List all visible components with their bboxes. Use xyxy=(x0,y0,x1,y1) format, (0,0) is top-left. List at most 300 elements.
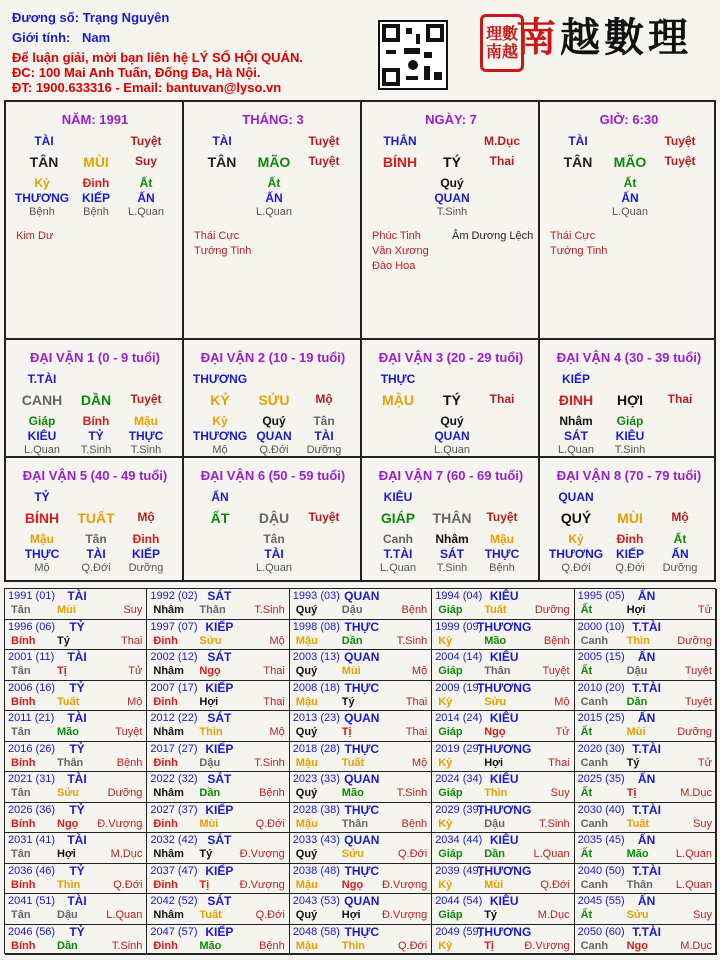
year-branch: Tý xyxy=(626,756,640,769)
year-label: 2041 (51) xyxy=(8,895,56,907)
year-label: 2027 (37) xyxy=(150,803,198,816)
pillar-cell xyxy=(6,102,184,340)
dai-van-title: ĐẠI VẬN 3 (20 - 29 tuổi) xyxy=(378,350,524,365)
dai-van-cell xyxy=(540,458,714,582)
year-label: 2002 (12) xyxy=(150,651,198,663)
hidden-stem: Ất xyxy=(673,532,687,546)
owner-label: Đương số: xyxy=(12,10,80,25)
brand-logo: 南越數理 xyxy=(516,14,692,61)
year-branch: Tuất xyxy=(484,604,507,616)
year-status: Mộ xyxy=(127,695,143,708)
pillar-god: TÀI xyxy=(568,134,588,148)
year-label: 2048 (58) xyxy=(292,925,340,938)
star-note: Thái Cực xyxy=(550,230,596,242)
year-god: KIẾP xyxy=(205,802,234,817)
year-cell xyxy=(432,620,574,651)
year-stem: Canh xyxy=(580,878,609,891)
year-stem: Mậu xyxy=(295,939,318,952)
hidden-god: THƯƠNG xyxy=(192,429,248,443)
hidden-stem: Bính xyxy=(82,414,110,428)
dai-van-title: ĐẠI VẬN 6 (50 - 59 tuổi) xyxy=(200,468,346,483)
year-status: Mộ xyxy=(411,756,428,769)
dai-van-god: T.TÀI xyxy=(27,372,57,386)
year-god: TỶ xyxy=(69,741,85,756)
year-stem: Canh xyxy=(580,756,609,769)
pillar-status: Tuyệt xyxy=(664,134,696,148)
year-cell xyxy=(290,803,432,834)
dai-van-branch: SỬU xyxy=(258,392,290,408)
year-branch: Mão xyxy=(341,787,364,799)
year-stem: Mậu xyxy=(295,878,318,891)
year-stem: Nhâm xyxy=(153,848,184,860)
year-status: L.Quan xyxy=(533,848,570,860)
year-stem: Đinh xyxy=(153,695,178,708)
year-label: 2006 (16) xyxy=(8,681,56,694)
dai-van-status: Tuyệt xyxy=(130,392,162,406)
year-stem: Bính xyxy=(11,939,36,952)
hidden-god: T.TÀI xyxy=(383,547,413,561)
year-cell xyxy=(575,589,717,620)
pillar-cell xyxy=(184,102,362,340)
year-god: THƯƠNG xyxy=(477,680,532,695)
year-god: T.TÀI xyxy=(632,863,661,878)
year-god: TỶ xyxy=(69,924,85,939)
year-stem: Đinh xyxy=(153,756,178,769)
hidden-stem: Đinh xyxy=(82,176,110,190)
dai-van-cell xyxy=(184,458,362,582)
year-label: 2023 (33) xyxy=(292,773,340,785)
year-cell xyxy=(290,772,432,803)
year-branch: Sửu xyxy=(484,695,507,708)
year-status: Bệnh xyxy=(259,787,285,799)
year-branch: Dậu xyxy=(626,665,648,677)
star-note: Thái Cực xyxy=(194,230,240,242)
year-god: THỰC xyxy=(344,680,380,695)
gender-label: Giới tính: xyxy=(12,30,71,45)
year-cell xyxy=(5,864,147,895)
hidden-status: T.Sinh xyxy=(80,444,112,456)
owner-value: Trạng Nguyên xyxy=(82,10,170,25)
year-branch: Ngọ xyxy=(199,665,221,677)
hidden-god: QUAN xyxy=(434,191,470,205)
year-status: Dưỡng xyxy=(677,726,712,738)
year-god: SÁT xyxy=(207,650,232,664)
year-label: 1998 (08) xyxy=(292,620,340,633)
year-status: Tử xyxy=(697,604,712,616)
hidden-status: Q.Đới xyxy=(561,562,591,574)
hidden-stem: Ất xyxy=(139,176,153,190)
year-god: KIÊU xyxy=(489,711,519,725)
year-branch: Thìn xyxy=(626,634,650,647)
seal-logo: 理數 南越 xyxy=(480,14,524,72)
year-status: Mộ xyxy=(269,634,285,647)
year-label: 2040 (50) xyxy=(577,864,625,877)
year-cell xyxy=(147,925,289,956)
year-branch: Ngọ xyxy=(341,878,364,891)
hidden-status: Dưỡng xyxy=(128,562,164,574)
year-status: Suy xyxy=(123,604,143,616)
year-god: T.TÀI xyxy=(632,802,661,817)
year-cell xyxy=(575,742,717,773)
year-branch: Dần xyxy=(341,634,363,647)
year-cell xyxy=(5,803,147,834)
year-branch: Dần xyxy=(626,695,648,708)
year-cell xyxy=(575,925,717,956)
year-stem: Bính xyxy=(11,634,36,647)
year-cell xyxy=(575,620,717,651)
year-branch: Ngọ xyxy=(484,726,506,738)
hidden-god: SÁT xyxy=(440,547,464,561)
year-cell xyxy=(575,650,717,681)
year-cell xyxy=(5,589,147,620)
hidden-god: KIÊU xyxy=(615,429,645,443)
year-cell xyxy=(432,925,574,956)
year-stem: Quý xyxy=(295,604,318,616)
year-god: TÀI xyxy=(67,894,87,908)
year-cell xyxy=(432,589,574,620)
pillar-stem: TÂN xyxy=(29,154,59,170)
year-god: T.TÀI xyxy=(632,680,661,695)
year-status: L.Quan xyxy=(675,848,712,860)
year-status: Đ.Vượng xyxy=(524,939,570,952)
year-branch: Tị xyxy=(484,939,494,952)
year-label: 2030 (40) xyxy=(577,803,625,816)
hidden-stem: Tân xyxy=(85,532,107,546)
hidden-status: L.Quan xyxy=(557,444,595,456)
year-cell xyxy=(432,803,574,834)
address-line: ĐC: 100 Mai Anh Tuấn, Đống Đa, Hà Nội. xyxy=(12,65,261,80)
dai-van-status: Mộ xyxy=(671,510,689,524)
year-label: 2029 (39) xyxy=(435,803,483,816)
year-status: T.Sinh xyxy=(396,787,428,799)
hidden-stem: Kỷ xyxy=(212,414,228,428)
gender-line xyxy=(12,30,110,45)
year-branch: Mão xyxy=(484,634,507,647)
year-cell xyxy=(432,894,574,925)
year-branch: Mão xyxy=(626,848,649,860)
dai-van-stem: GIÁP xyxy=(380,510,416,526)
hidden-status: Bệnh xyxy=(489,562,515,574)
year-label: 2049 (59) xyxy=(435,925,483,938)
year-branch: Tý xyxy=(57,634,70,647)
year-branch: Thân xyxy=(199,604,226,616)
pillar-stem: BÍNH xyxy=(382,154,418,170)
year-stem: Đinh xyxy=(153,939,178,952)
year-status: Thai xyxy=(120,634,143,647)
hidden-god: QUAN xyxy=(256,429,292,443)
year-branch: Hợi xyxy=(57,848,76,860)
year-cell xyxy=(147,589,289,620)
year-god: KIẾP xyxy=(205,741,234,756)
year-branch: Tuất xyxy=(199,909,222,921)
year-status: Thai xyxy=(405,726,428,738)
year-label: 1996 (06) xyxy=(8,620,56,633)
year-status: Đ.Vượng xyxy=(382,878,428,891)
year-status: Tuyệt xyxy=(115,726,143,738)
year-label: 2028 (38) xyxy=(292,803,340,816)
year-cell xyxy=(575,894,717,925)
year-status: Bệnh xyxy=(401,604,428,616)
pillar-cell xyxy=(540,102,714,340)
dai-van-god: KIẾP xyxy=(561,372,591,386)
year-label: 2038 (48) xyxy=(292,864,340,877)
pillar-title: THÁNG: 3 xyxy=(242,112,304,127)
hidden-stem: Quý xyxy=(440,414,464,428)
year-label: 2035 (45) xyxy=(577,834,625,846)
year-status: Đ.Vượng xyxy=(97,817,143,830)
hidden-status: L.Quan xyxy=(127,206,165,218)
year-branch: Sửu xyxy=(626,909,649,921)
year-cell xyxy=(290,711,432,742)
dai-van-god: THỰC xyxy=(380,372,416,386)
year-god: QUAN xyxy=(344,772,380,786)
year-cell xyxy=(432,742,574,773)
year-cell xyxy=(575,803,717,834)
hidden-stem: Kỷ xyxy=(34,176,50,190)
pillar-title: NĂM: 1991 xyxy=(61,112,129,127)
year-stem: Đinh xyxy=(153,634,178,647)
hidden-stem: Quý xyxy=(262,414,286,428)
year-status: Mộ xyxy=(269,726,285,738)
year-label: 2043 (53) xyxy=(292,895,340,907)
hidden-god: ẤN xyxy=(671,547,689,561)
year-stem: Canh xyxy=(580,939,609,952)
year-cell xyxy=(575,711,717,742)
hidden-stem: Đinh xyxy=(132,532,160,546)
year-status: Bệnh xyxy=(543,634,570,647)
dai-van-branch: TÝ xyxy=(443,392,461,408)
year-label: 2018 (28) xyxy=(292,742,340,755)
year-status: Đ.Vượng xyxy=(239,848,285,860)
year-god: SÁT xyxy=(207,772,232,786)
year-label: 2009 (19) xyxy=(435,681,483,694)
dai-van-title: ĐẠI VẬN 2 (10 - 19 tuổi) xyxy=(200,350,346,365)
year-status: Đ.Vượng xyxy=(239,878,285,891)
hidden-god: TỶ xyxy=(88,429,104,443)
year-cell xyxy=(147,772,289,803)
hidden-stem: Mậu xyxy=(30,532,54,546)
star-note: Tướng Tinh xyxy=(194,245,252,257)
year-status: Q.Đới xyxy=(255,817,285,830)
year-stem: Nhâm xyxy=(153,909,184,921)
year-god: T.TÀI xyxy=(632,924,661,939)
hidden-god: KIẾP xyxy=(615,547,645,561)
year-status: Q.Đới xyxy=(397,939,428,952)
dai-van-branch: DẬU xyxy=(258,510,290,526)
year-god: THƯƠNG xyxy=(477,619,532,634)
year-label: 2024 (34) xyxy=(435,773,483,785)
star-note: Kim Dư xyxy=(16,230,54,242)
year-status: L.Quan xyxy=(675,878,712,891)
year-label: 2010 (20) xyxy=(577,681,625,694)
star-note: Phúc Tinh xyxy=(372,230,421,242)
hidden-god: KIẾP xyxy=(81,191,111,205)
year-label: 2037 (47) xyxy=(150,864,198,877)
year-stem: Ất xyxy=(580,604,593,616)
year-cell xyxy=(5,925,147,956)
year-cell xyxy=(147,864,289,895)
year-label: 2031 (41) xyxy=(8,834,56,846)
year-label: 2021 (31) xyxy=(8,773,56,785)
year-status: Q.Đới xyxy=(113,878,143,891)
pillars-grid xyxy=(4,100,716,582)
hidden-status: L.Quan xyxy=(255,206,293,218)
year-stem: Quý xyxy=(295,787,318,799)
year-stem: Giáp xyxy=(438,665,463,677)
dai-van-status: Mộ xyxy=(315,392,333,406)
star-note: Văn Xương xyxy=(372,245,429,257)
year-cell xyxy=(575,681,717,712)
pillar-status: Tuyệt xyxy=(664,154,696,168)
year-god: ẤN xyxy=(637,711,656,725)
year-stem: Nhâm xyxy=(153,787,184,799)
year-label: 2008 (18) xyxy=(292,681,340,694)
year-label: 2025 (35) xyxy=(577,773,625,785)
year-branch: Thân xyxy=(484,665,511,677)
year-god: THƯƠNG xyxy=(477,802,532,817)
hidden-stem: Mậu xyxy=(490,532,514,546)
dai-van-stem: KỶ xyxy=(210,392,230,408)
year-stem: Bính xyxy=(11,878,36,891)
year-cell xyxy=(5,650,147,681)
year-branch: Mùi xyxy=(199,817,219,830)
hidden-status: T.Sinh xyxy=(436,562,468,574)
hidden-status: Bệnh xyxy=(83,206,109,218)
dai-van-title: ĐẠI VẬN 7 (60 - 69 tuổi) xyxy=(378,468,524,483)
year-cell xyxy=(290,894,432,925)
year-stem: Tân xyxy=(11,665,31,677)
hidden-status: L.Quan xyxy=(433,444,471,456)
year-branch: Thìn xyxy=(57,878,81,891)
year-cell xyxy=(432,711,574,742)
year-label: 2033 (43) xyxy=(292,834,340,846)
year-branch: Thân xyxy=(341,817,369,830)
year-god: QUAN xyxy=(344,894,380,908)
year-god: TÀI xyxy=(67,711,87,725)
year-status: Suy xyxy=(693,909,712,921)
year-branch: Thân xyxy=(57,756,84,769)
year-label: 2039 (49) xyxy=(435,864,483,877)
phone-email-line: ĐT: 1900.633316 - Email: bantuvan@lyso.vn xyxy=(12,80,282,95)
year-label: 2007 (17) xyxy=(150,681,198,694)
hidden-god: THỰC xyxy=(484,547,520,561)
year-stem: Kỷ xyxy=(438,878,453,891)
dai-van-cell xyxy=(6,458,184,582)
year-status: Tuyệt xyxy=(684,665,712,677)
year-god: QUAN xyxy=(344,833,380,847)
year-label: 2036 (46) xyxy=(8,864,56,877)
year-stem: Kỷ xyxy=(438,634,453,647)
year-label: 2013 (23) xyxy=(292,712,340,724)
years-table xyxy=(4,588,716,954)
year-god: TÀI xyxy=(67,589,87,603)
year-stem: Mậu xyxy=(295,817,318,830)
year-god: SÁT xyxy=(207,589,232,603)
year-stem: Giáp xyxy=(438,848,463,860)
hidden-god: TÀI xyxy=(86,547,106,561)
hidden-status: Mộ xyxy=(34,562,50,574)
dai-van-title: ĐẠI VẬN 8 (70 - 79 tuổi) xyxy=(556,468,702,483)
year-god: THƯƠNG xyxy=(477,924,532,939)
year-cell xyxy=(432,833,574,864)
dai-van-god: ẤN xyxy=(211,490,229,504)
year-label: 2001 (11) xyxy=(8,651,55,663)
year-cell xyxy=(290,620,432,651)
year-stem: Ất xyxy=(580,909,593,921)
year-cell xyxy=(432,864,574,895)
year-label: 2014 (24) xyxy=(435,712,483,724)
hidden-status: T.Sinh xyxy=(614,444,646,456)
year-branch: Mùi xyxy=(341,665,361,677)
hidden-god: ẤN xyxy=(621,191,639,205)
year-cell xyxy=(147,833,289,864)
year-cell xyxy=(575,864,717,895)
year-status: Tử xyxy=(128,665,143,677)
year-god: SÁT xyxy=(207,711,232,725)
hidden-stem: Ất xyxy=(623,176,637,190)
year-branch: Dậu xyxy=(341,604,363,616)
pillar-cell xyxy=(362,102,540,340)
pillar-status: M.Dục xyxy=(484,134,520,148)
year-label: 2015 (25) xyxy=(577,712,625,724)
year-status: T.Sinh xyxy=(254,756,285,769)
year-branch: Dần xyxy=(57,939,78,952)
year-status: Tử xyxy=(555,726,570,738)
hidden-status: Dưỡng xyxy=(306,444,342,456)
dai-van-status: Mộ xyxy=(137,510,155,524)
year-god: THƯƠNG xyxy=(477,863,532,878)
hidden-stem: Giáp xyxy=(616,414,644,428)
year-status: M.Dục xyxy=(110,848,143,860)
pillar-status: Tuyệt xyxy=(130,134,162,148)
year-branch: Thìn xyxy=(484,787,508,799)
dai-van-cell xyxy=(540,340,714,458)
dai-van-branch: DẦN xyxy=(80,392,112,408)
year-god: THỰC xyxy=(344,924,380,939)
year-god: THƯƠNG xyxy=(477,741,532,756)
dai-van-god: KIÊU xyxy=(383,490,413,504)
year-branch: Thìn xyxy=(199,726,223,738)
year-status: T.Sinh xyxy=(111,939,143,952)
year-god: THỰC xyxy=(344,619,380,634)
year-status: Q.Đới xyxy=(255,909,285,921)
year-branch: Mão xyxy=(199,939,222,952)
year-label: 2046 (56) xyxy=(8,925,56,938)
year-stem: Bính xyxy=(11,695,36,708)
year-cell xyxy=(147,650,289,681)
dai-van-title: ĐẠI VẬN 4 (30 - 39 tuổi) xyxy=(556,350,702,365)
hidden-god: TÀI xyxy=(264,547,284,561)
year-stem: Giáp xyxy=(438,726,463,738)
year-branch: Tị xyxy=(199,878,210,891)
hidden-god: TÀI xyxy=(314,429,334,443)
year-cell xyxy=(147,803,289,834)
year-stem: Mậu xyxy=(295,634,318,647)
hidden-stem: Nhâm xyxy=(559,414,593,428)
year-label: 2017 (27) xyxy=(150,742,198,755)
hidden-stem: Mậu xyxy=(134,414,158,428)
hidden-stem: Kỷ xyxy=(568,532,584,546)
year-cell xyxy=(432,650,574,681)
year-stem: Mậu xyxy=(295,756,318,769)
year-god: SÁT xyxy=(207,833,232,847)
year-status: Tử xyxy=(697,756,712,769)
year-god: T.TÀI xyxy=(632,741,661,756)
year-cell xyxy=(290,833,432,864)
year-cell xyxy=(5,711,147,742)
hidden-status: L.Quan xyxy=(255,562,293,574)
year-status: Tuyệt xyxy=(684,695,712,708)
